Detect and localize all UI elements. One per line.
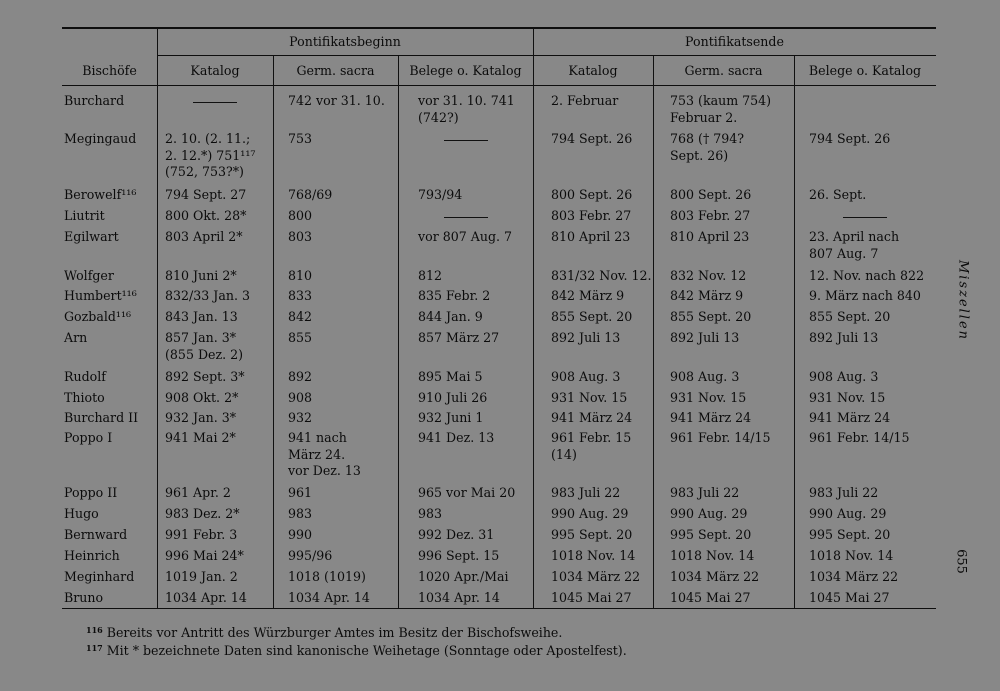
table-cell: 983 Juli 22 [670,485,740,500]
table-cell: 932 Juni 1 [418,410,484,425]
column-divider [653,56,654,608]
table-cell: 892 Juli 13 [809,330,879,345]
table-cell: 991 Febr. 3 [165,527,238,542]
column-divider [273,56,274,608]
table-cell: 855 Sept. 20 [809,309,891,324]
table-cell: 810 April 23 [551,229,631,244]
footnote [86,622,562,642]
footnote-mark: 116 [86,625,103,635]
table-cell: 843 Jan. 13 [165,309,238,324]
table-cell: 1020 Apr./Mai [418,569,509,584]
table-cell: 800 [288,208,313,223]
table-cell: 932 [288,410,313,425]
table-cell: 803 Febr. 27 [670,208,751,223]
table-cell: 844 Jan. 9 [418,309,483,324]
table-cell: 908 Okt. 2* [165,390,239,405]
table-cell: 810 [288,268,313,283]
bishop-name: Burchard [64,93,125,108]
table-cell: 1034 Apr. 14 [418,590,500,605]
column-divider [157,28,158,608]
header-end-germ-sacra: Germ. sacra [684,63,763,78]
table-cell: 1018 (1019) [288,569,366,584]
table-cell: 2. 10. (2. 11.; 2. 12.*) 751¹¹⁷ (752, 753?*) [165,131,256,179]
table-cell: 26. Sept. [809,187,867,202]
bishop-name: Poppo I [64,430,113,445]
bishop-name: Megingaud [64,131,137,146]
table-cell: 1018 Nov. 14 [670,548,755,563]
table-cell: 1018 Nov. 14 [809,548,894,563]
column-divider [794,56,795,608]
page-number: 655 [953,549,969,574]
bottom-rule [62,608,936,609]
table-cell: 931 Nov. 15 [670,390,747,405]
table-cell: 800 Sept. 26 [551,187,633,202]
header-begin-katalog: Katalog [190,63,240,78]
table-cell: 941 März 24 [809,410,891,425]
section-running-head [948,258,978,348]
table-cell: 842 März 9 [670,288,744,303]
table-cell: 892 Juli 13 [670,330,740,345]
table-cell: 9. März nach 840 [809,288,921,303]
table-cell: 965 vor Mai 20 [418,485,516,500]
table-cell: 908 Aug. 3 [551,369,621,384]
table-cell: 800 Okt. 28* [165,208,247,223]
table-cell: 995 Sept. 20 [809,527,891,542]
table-cell: 855 [288,330,313,345]
table-cell: 793/94 [418,187,463,202]
header-begin-belege: Belege o. Katalog [409,63,522,78]
bishop-name: Bruno [64,590,104,605]
footnote [86,640,627,660]
table-cell: 908 Aug. 3 [809,369,879,384]
table-cell: 794 Sept. 26 [551,131,633,146]
table-cell: 941 Mai 2* [165,430,236,445]
table-cell: 803 April 2* [165,229,243,244]
bishop-name: Egilwart [64,229,119,244]
table-cell: 941 nach März 24. vor Dez. 13 [288,430,361,478]
bishop-name: Liutrit [64,208,105,223]
header-end-katalog: Katalog [568,63,618,78]
table-cell: 990 [288,527,313,542]
bishop-name: Rudolf [64,369,106,384]
footnote-text: Bereits vor Antritt des Würzburger Amtes im Besitz der Bischofsweihe. [102,625,563,640]
table-cell: 832/33 Jan. 3 [165,288,250,303]
table-cell: 895 Mai 5 [418,369,483,384]
table-cell: 961 [288,485,313,500]
bishop-name: Gozbald¹¹⁶ [64,309,132,324]
table-cell: 995/96 [288,548,333,563]
table-cell: 803 Febr. 27 [551,208,632,223]
table-cell: 800 Sept. 26 [670,187,752,202]
column-divider [533,28,534,608]
table-cell: 753 [288,131,313,146]
table-cell: 832 Nov. 12 [670,268,747,283]
table-cell: 23. April nach 807 Aug. 7 [809,229,900,261]
table-cell: 990 Aug. 29 [809,506,887,521]
header-group-begin: Pontifikatsbeginn [289,34,401,49]
bishop-name: Humbert¹¹⁶ [64,288,137,303]
table-cell: 835 Febr. 2 [418,288,491,303]
table-cell: 892 Sept. 3* [165,369,245,384]
table-cell: 996 Mai 24* [165,548,244,563]
header-bischoefe: Bischöfe [82,63,137,78]
table-cell: 768/69 [288,187,333,202]
table-cell: 961 Febr. 15 (14) [551,430,632,462]
bishop-name: Burchard II [64,410,139,425]
header-begin-germ-sacra: Germ. sacra [296,63,375,78]
bishop-name: Poppo II [64,485,118,500]
table-cell: 855 Sept. 20 [670,309,752,324]
table-cell: 983 [418,506,443,521]
table-cell: 842 [288,309,313,324]
table-cell: 892 Juli 13 [551,330,621,345]
table-cell: 990 Aug. 29 [670,506,748,521]
bishop-name: Wolfger [64,268,114,283]
table-cell: 996 Sept. 15 [418,548,500,563]
table-cell: 941 Dez. 13 [418,430,495,445]
table-cell: 12. Nov. nach 822 [809,268,925,283]
top-rule [62,27,936,29]
table-cell: 961 Febr. 14/15 [809,430,910,445]
table-cell: 1034 März 22 [670,569,760,584]
table-cell: 983 Juli 22 [551,485,621,500]
table-cell: 1018 Nov. 14 [551,548,636,563]
footnote-text: Mit * bezeichnete Daten sind kanonische Weihetage (Sonntage oder Apostelfest). [102,643,627,658]
bishop-name: Hugo [64,506,99,521]
table-cell: 833 [288,288,313,303]
section-label: Miszellen [955,259,971,342]
header-end-belege: Belege o. Katalog [808,63,922,78]
column-divider [398,56,399,608]
table-cell: 983 Dez. 2* [165,506,240,521]
table-cell: 855 Sept. 20 [551,309,633,324]
empty-dash [843,217,887,218]
table-cell: 768 († 794? Sept. 26) [670,131,745,163]
empty-dash [444,140,488,141]
table-cell: 995 Sept. 20 [551,527,633,542]
table-cell: 990 Aug. 29 [551,506,629,521]
table-cell: 931 Nov. 15 [551,390,628,405]
table-cell: 931 Nov. 15 [809,390,886,405]
table-cell: 803 [288,229,313,244]
table-cell: 961 Febr. 14/15 [670,430,771,445]
table-cell: 794 Sept. 27 [165,187,247,202]
table-cell: 794 Sept. 26 [809,131,891,146]
table-cell: 1045 Mai 27 [551,590,632,605]
table-cell: 857 März 27 [418,330,500,345]
header-rule [62,85,936,86]
header-group-end: Pontifikatsende [685,34,784,49]
table-cell: 908 Aug. 3 [670,369,740,384]
table-cell: 742 vor 31. 10. [288,93,385,108]
table-cell: 983 [288,506,313,521]
table-cell: 1034 März 22 [809,569,899,584]
table-cell: 1034 März 22 [551,569,641,584]
table-cell: 753 (kaum 754) Februar 2. [670,93,772,125]
table-cell: 857 Jan. 3* (855 Dez. 2) [165,330,244,362]
bishop-name: Thioto [64,390,105,405]
table-cell: 961 Apr. 2 [165,485,231,500]
bishop-name: Arn [64,330,88,345]
table-cell: 810 Juni 2* [165,268,237,283]
table-cell: 983 Juli 22 [809,485,879,500]
page-number-box [946,546,976,576]
empty-dash [444,217,488,218]
table-cell: vor 807 Aug. 7 [418,229,513,244]
footnote-mark: 117 [86,643,103,653]
table-cell: 941 März 24 [551,410,633,425]
table-cell: 910 Juli 26 [418,390,488,405]
table-cell: 892 [288,369,313,384]
bishop-name: Bernward [64,527,128,542]
table-cell: 1034 Apr. 14 [288,590,370,605]
table-cell: 932 Jan. 3* [165,410,237,425]
table-cell: 992 Dez. 31 [418,527,495,542]
table-cell: 810 April 23 [670,229,750,244]
bishop-name: Meginhard [64,569,135,584]
table-cell: 842 März 9 [551,288,625,303]
table-cell: 1045 Mai 27 [670,590,751,605]
table-cell: 831/32 Nov. 12. [551,268,652,283]
table-cell: vor 31. 10. 741 (742?) [418,93,515,125]
table-cell: 995 Sept. 20 [670,527,752,542]
table-cell: 941 März 24 [670,410,752,425]
table-cell: 908 [288,390,313,405]
table-cell: 1034 Apr. 14 [165,590,247,605]
table-cell: 812 [418,268,443,283]
empty-dash [193,102,237,103]
table-cell: 1019 Jan. 2 [165,569,238,584]
bishop-name: Heinrich [64,548,120,563]
table-cell: 2. Februar [551,93,619,108]
bishop-name: Berowelf¹¹⁶ [64,187,137,202]
table-cell: 1045 Mai 27 [809,590,890,605]
